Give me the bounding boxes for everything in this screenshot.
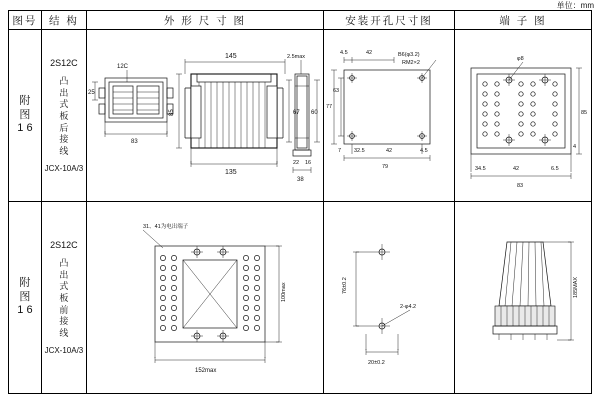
structure-desc-5: 前 bbox=[59, 304, 69, 315]
cell-figure-no bbox=[9, 202, 42, 394]
cell-figure-no bbox=[9, 30, 42, 202]
terminal-drawing-1 bbox=[455, 30, 591, 200]
svg-text:76±0.2: 76±0.2 bbox=[341, 277, 348, 294]
header-cell-mount: 安装开孔尺寸图 bbox=[323, 11, 454, 30]
svg-text:6.5: 6.5 bbox=[550, 166, 559, 172]
svg-text:4.5: 4.5 bbox=[339, 50, 348, 56]
terminal-grid bbox=[483, 74, 557, 146]
outline-drawing-2 bbox=[87, 202, 323, 392]
unit-note: 单位：mm bbox=[556, 1, 594, 10]
svg-text:42: 42 bbox=[385, 148, 393, 154]
svg-text:2.5max: 2.5max bbox=[286, 54, 306, 60]
cell-outline-drawing bbox=[86, 30, 323, 202]
svg-text:32.5: 32.5 bbox=[353, 148, 365, 154]
structure-model: 2S12C bbox=[50, 58, 78, 69]
svg-text:7: 7 bbox=[337, 148, 342, 154]
structure-desc-3: 式 bbox=[59, 99, 69, 110]
svg-text:20±0.2: 20±0.2 bbox=[367, 360, 385, 366]
svg-text:79: 79 bbox=[381, 164, 389, 170]
table-header-row bbox=[9, 11, 592, 30]
structure-desc-7: 线 bbox=[59, 146, 69, 157]
svg-text:83: 83 bbox=[516, 183, 524, 189]
structure-desc-7: 线 bbox=[59, 328, 69, 339]
figure-no-line-3: 1 6 bbox=[17, 122, 33, 135]
svg-text:100max: 100max bbox=[280, 282, 287, 302]
cell-mounting-drawing bbox=[323, 202, 454, 394]
header-cell-struct: 结 构 bbox=[41, 11, 86, 30]
svg-text:16: 16 bbox=[304, 160, 312, 166]
svg-text:185MAX: 185MAX bbox=[572, 276, 579, 298]
svg-text:2-φ4.2: 2-φ4.2 bbox=[399, 304, 417, 310]
svg-text:83: 83 bbox=[130, 139, 138, 145]
svg-text:145: 145 bbox=[224, 53, 237, 60]
structure-desc-3: 式 bbox=[59, 281, 69, 292]
terminal-drawing-2 bbox=[455, 202, 591, 392]
cell-outline-drawing bbox=[86, 202, 323, 394]
outline-right-view bbox=[287, 54, 320, 183]
cell-structure bbox=[41, 30, 86, 202]
svg-text:38: 38 bbox=[296, 177, 304, 183]
svg-text:B6(φ3.2): B6(φ3.2) bbox=[397, 52, 420, 58]
cell-terminal-drawing bbox=[454, 202, 591, 394]
header-cell-outline: 外 形 尺 寸 图 bbox=[86, 11, 323, 30]
svg-text:12C: 12C bbox=[116, 64, 128, 70]
header-cell-terminal: 端 子 图 bbox=[454, 11, 591, 30]
structure-code: JCX-10A/3 bbox=[44, 345, 84, 355]
table-row bbox=[9, 30, 592, 202]
structure-desc-1: 凸 bbox=[59, 257, 69, 268]
svg-text:34.5: 34.5 bbox=[474, 166, 486, 172]
structure-desc-1: 凸 bbox=[59, 75, 69, 86]
structure-desc-4: 板 bbox=[59, 111, 69, 121]
svg-text:77: 77 bbox=[325, 104, 333, 110]
svg-text:67: 67 bbox=[292, 110, 300, 116]
structure-desc-6: 接 bbox=[59, 134, 69, 145]
svg-text:4.5: 4.5 bbox=[419, 148, 428, 154]
svg-text:60: 60 bbox=[310, 110, 318, 116]
structure-code: JCX-10A/3 bbox=[44, 163, 84, 173]
outline-note-2: 31、41为电出端子 bbox=[142, 224, 189, 230]
svg-text:42: 42 bbox=[512, 166, 520, 172]
svg-text:4: 4 bbox=[572, 144, 577, 150]
figure-no-line-1: 附 bbox=[19, 276, 31, 289]
spec-table bbox=[8, 10, 592, 394]
cell-mounting-drawing bbox=[323, 30, 454, 202]
svg-text:85: 85 bbox=[580, 110, 588, 116]
cell-terminal-drawing bbox=[454, 30, 591, 202]
svg-text:φ8: φ8 bbox=[516, 56, 524, 62]
mounting-holes bbox=[347, 73, 427, 141]
structure-desc-4: 板 bbox=[59, 293, 69, 303]
structure-desc-2: 出 bbox=[59, 87, 69, 98]
svg-text:135: 135 bbox=[224, 169, 237, 176]
svg-text:22: 22 bbox=[292, 160, 300, 166]
structure-desc-6: 接 bbox=[59, 316, 69, 327]
cell-structure bbox=[41, 202, 86, 394]
figure-no-line-1: 附 bbox=[19, 94, 31, 107]
outline-left-view bbox=[88, 64, 173, 145]
outline-drawing-1 bbox=[87, 30, 323, 200]
figure-no-line-2: 图 bbox=[19, 108, 31, 121]
figure-no-line-3: 1 6 bbox=[17, 304, 33, 317]
mounting-drawing-1 bbox=[324, 30, 454, 200]
svg-text:RM2×2: RM2×2 bbox=[401, 60, 420, 66]
svg-text:85: 85 bbox=[168, 109, 175, 116]
svg-text:42: 42 bbox=[365, 50, 373, 56]
header-cell-no: 图号 bbox=[9, 11, 42, 30]
figure-no-line-2: 图 bbox=[19, 290, 31, 303]
outline-top-view bbox=[169, 53, 300, 176]
structure-model: 2S12C bbox=[50, 240, 78, 251]
svg-text:25: 25 bbox=[87, 90, 95, 96]
structure-desc-5: 后 bbox=[59, 122, 69, 133]
svg-text:152max: 152max bbox=[194, 368, 217, 374]
table-row bbox=[9, 202, 592, 394]
structure-desc-2: 出 bbox=[59, 269, 69, 280]
mounting-drawing-2 bbox=[324, 202, 454, 392]
svg-text:63: 63 bbox=[332, 88, 340, 94]
